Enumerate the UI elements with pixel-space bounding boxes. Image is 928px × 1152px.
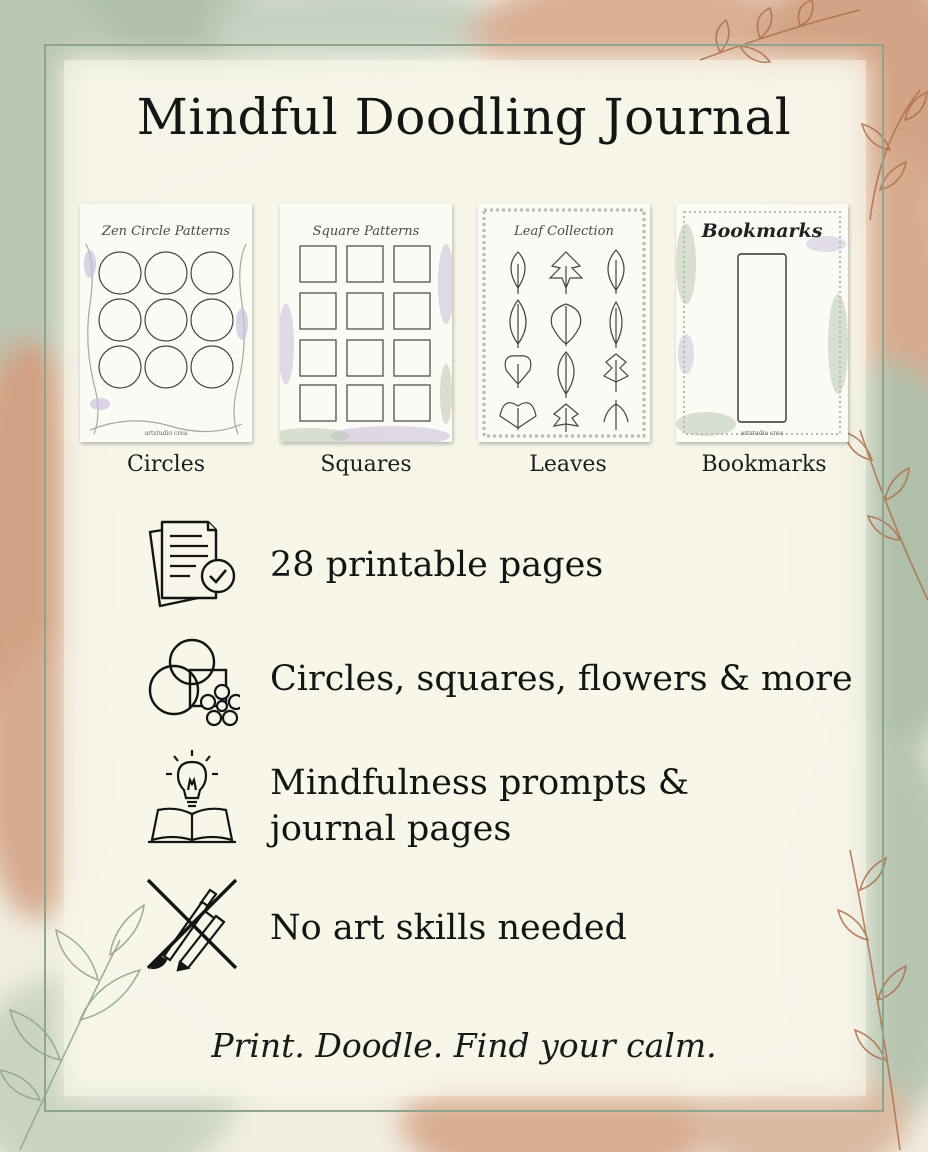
thumbnail-label-bookmarks: Bookmarks [701, 452, 827, 477]
no-brush-pencil-icon [144, 876, 240, 972]
thumbnail-squares [280, 204, 452, 442]
tagline: Print. Doodle. Find your calm. [211, 1026, 717, 1065]
thumbnail-footer: artstudio crea [740, 430, 784, 437]
thumbnail-header: Square Patterns [312, 224, 420, 239]
feature-shapes: Circles, squares, flowers & more [270, 659, 853, 699]
feature-mindfulness-line-2: journal pages [270, 809, 512, 849]
leaves-page-preview [478, 204, 650, 442]
thumbnail-footer: artstudio crea [144, 430, 188, 437]
thumbnail-bookmarks [676, 204, 848, 442]
feature-printable-pages: 28 printable pages [270, 545, 604, 585]
thumbnail-label-circles: Circles [126, 452, 206, 477]
lightbulb-book-icon [144, 748, 240, 844]
thumbnail-header: Leaf Collection [514, 224, 614, 239]
feature-mindfulness-line-1: Mindfulness prompts & [270, 763, 690, 803]
thumbnail-leaves [478, 204, 650, 442]
feature-no-skills: No art skills needed [270, 908, 627, 948]
thumbnail-label-leaves: Leaves [529, 452, 607, 477]
thumbnail-label-squares: Squares [320, 452, 412, 477]
thumbnail-header: Zen Circle Patterns [101, 224, 231, 239]
squares-page-preview [280, 204, 452, 442]
shapes-flower-icon [144, 634, 240, 730]
thumbnail-header: Bookmarks [701, 220, 823, 242]
circles-page-preview [80, 204, 252, 442]
thumbnail-circles [80, 204, 252, 442]
page-title: Mindful Doodling Journal [136, 88, 792, 146]
printable-pages-icon [144, 518, 240, 614]
